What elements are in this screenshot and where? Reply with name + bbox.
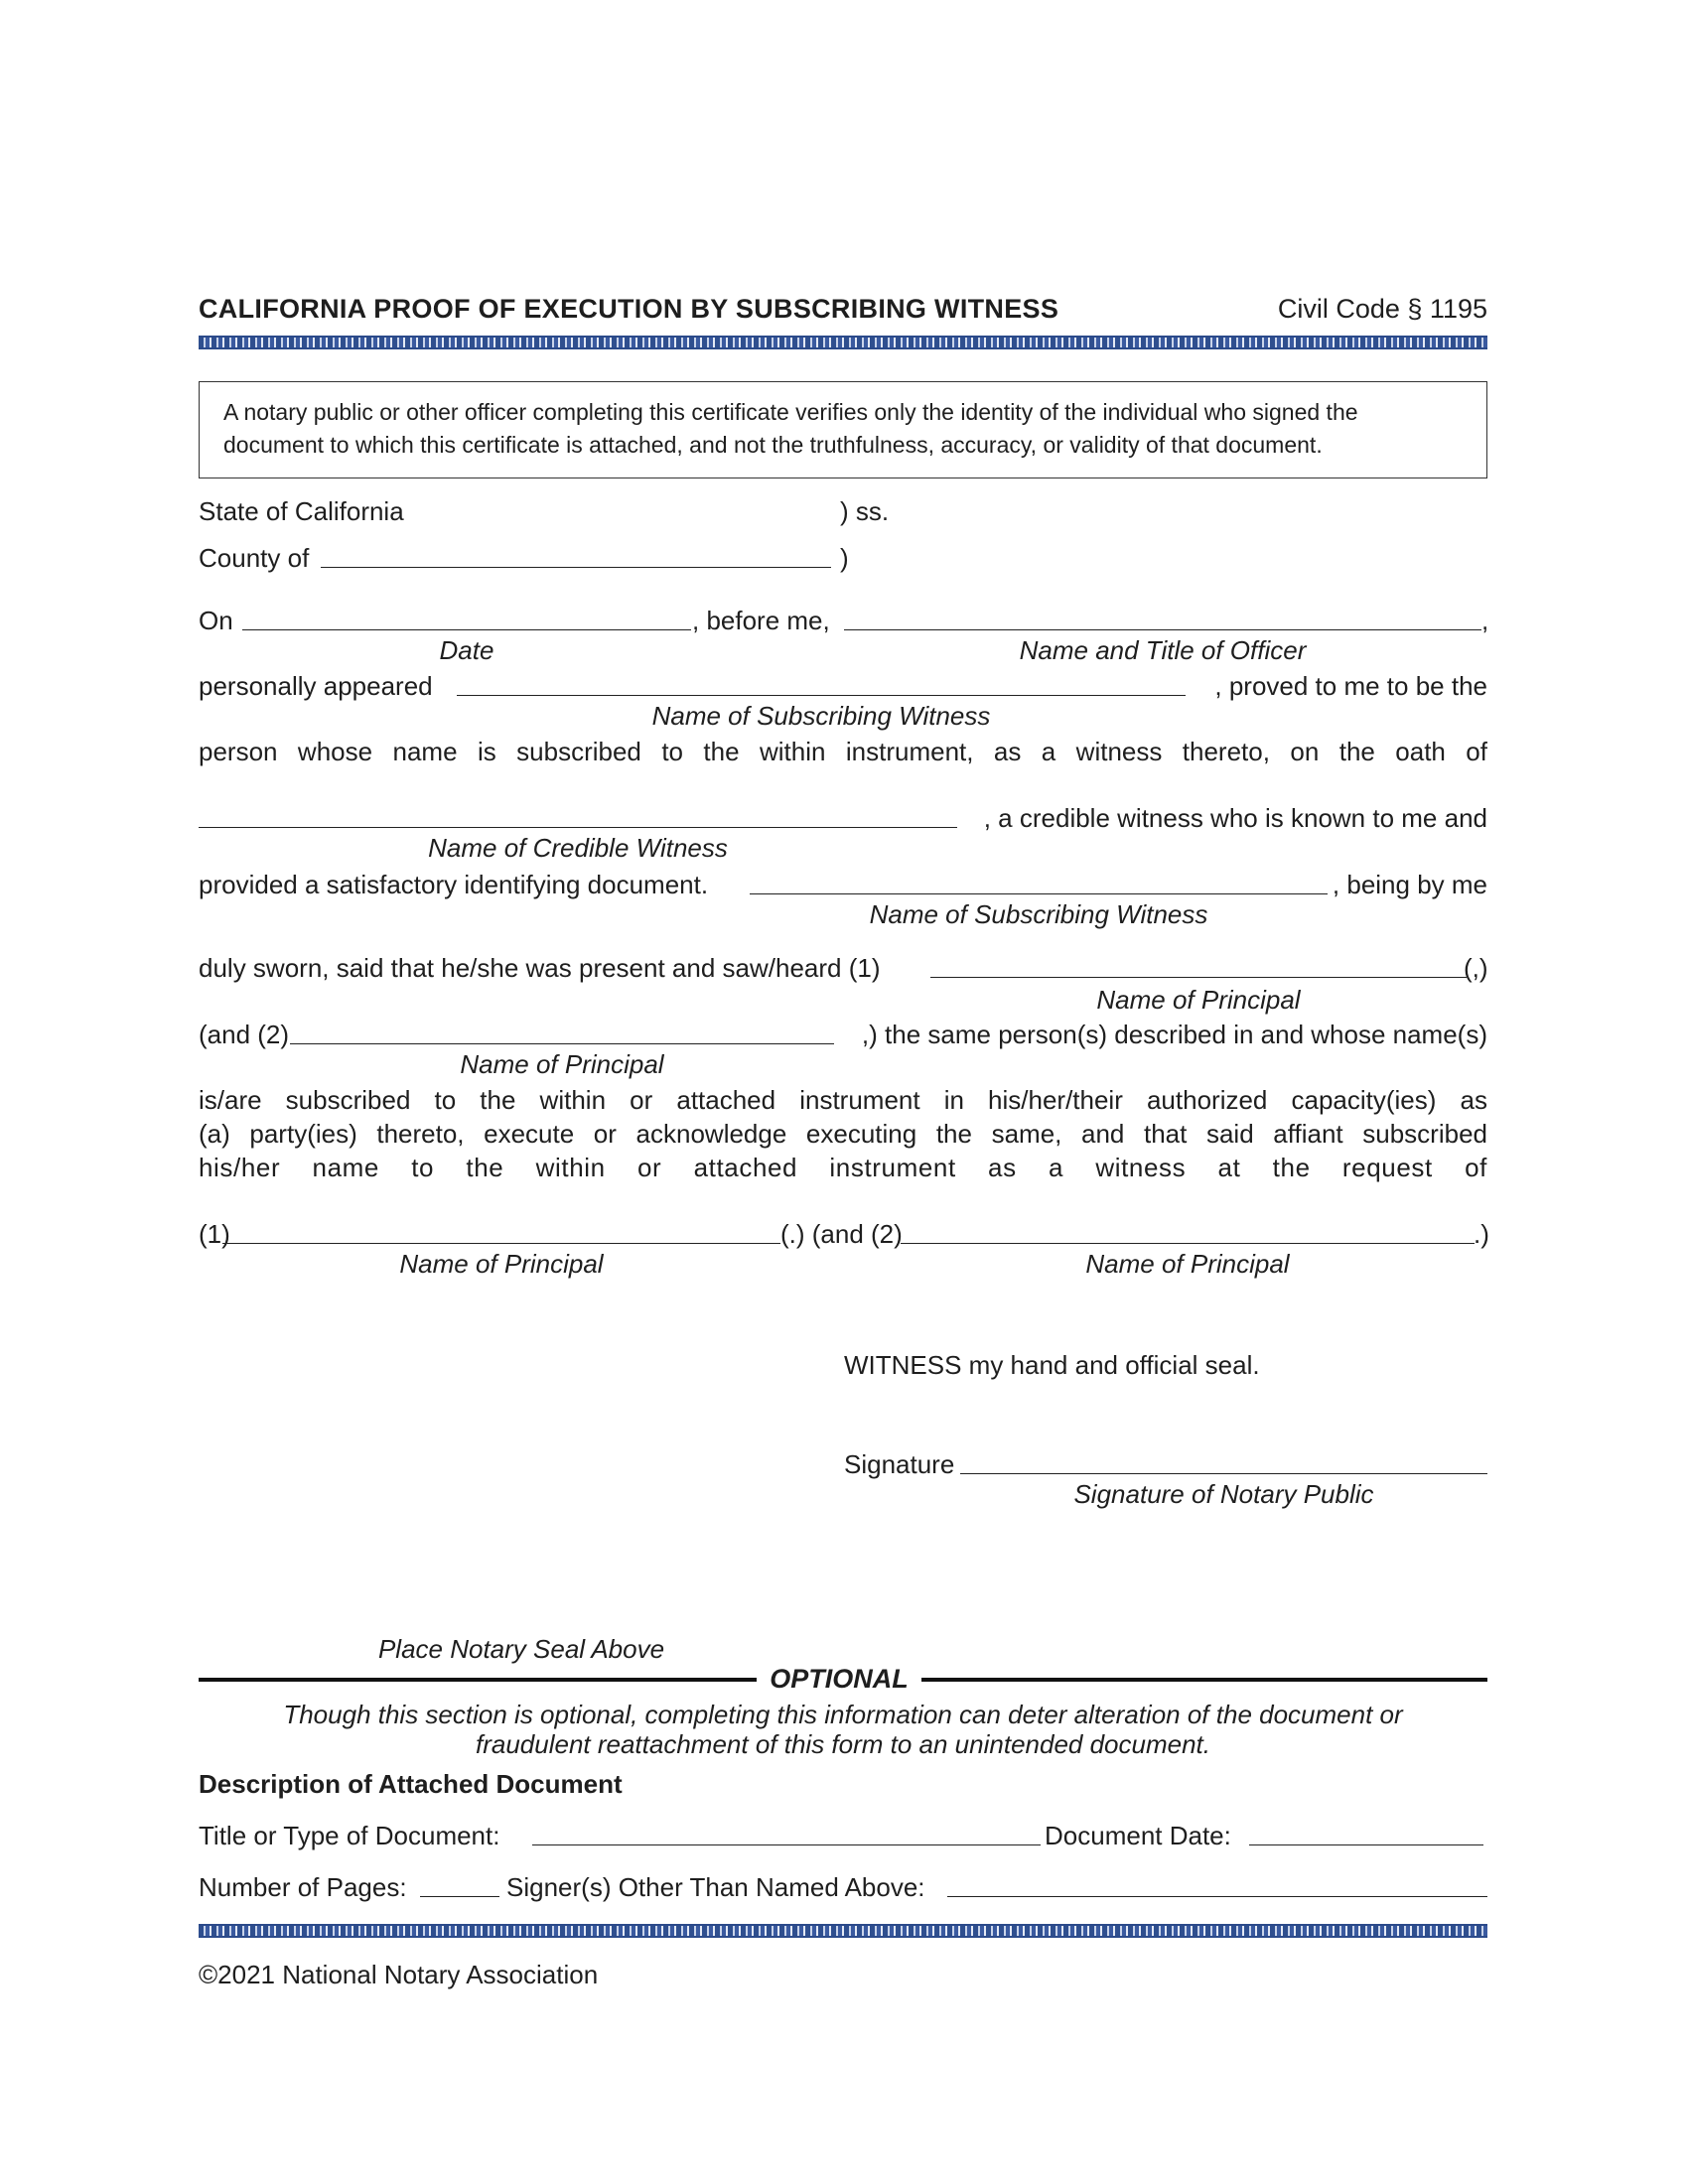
num-pages-label: Number of Pages: [199,1872,407,1902]
principal-field-2[interactable] [290,1043,834,1044]
form-title: CALIFORNIA PROOF OF EXECUTION BY SUBSCRIBING WITNESS [199,294,1059,324]
optional-desc-line-2: fraudulent reattachment of this form to an unintended document. [475,1729,1210,1759]
principal-field-3[interactable] [222,1243,780,1244]
before-me-label: , before me, [692,606,830,635]
on-label: On [199,606,233,635]
hisher-text: his/her name to the within or attached instrument as a witness at the request of [199,1153,1487,1182]
optional-label: OPTIONAL [770,1664,909,1694]
date-field[interactable] [242,629,691,630]
title-type-field[interactable] [532,1844,1041,1845]
caption-subscribing-witness-1: Name of Subscribing Witness [651,701,991,731]
proved-label: , proved to me to be the [1214,671,1487,701]
one-label: (1) [199,1219,230,1249]
witness-text: WITNESS my hand and official seal. [844,1350,1260,1380]
optional-desc-line-1: Though this section is optional, completing this information can deter alteration of the document or [283,1700,1403,1729]
principal-field-1[interactable] [930,977,1467,978]
caption-officer: Name and Title of Officer [1019,635,1307,665]
state-label: State of California [199,496,404,526]
caption-credible-witness: Name of Credible Witness [428,833,728,863]
credible-label: , a credible witness who is known to me and [983,803,1487,833]
notice-box [199,381,1487,478]
person-whose-text: person whose name is subscribed to the within instrument, as a witness thereto, on the oath of [199,737,1487,766]
doc-date-label: Document Date: [1045,1821,1231,1850]
signers-field[interactable] [947,1896,1487,1897]
decorative-band-bottom [199,1924,1487,1938]
attached-doc-heading: Description of Attached Document [199,1769,623,1799]
officer-field[interactable] [844,629,1481,630]
footer-copyright: ©2021 National Notary Association [199,1960,599,1989]
county-label: County of [199,543,310,573]
isare-text: is/are subscribed to the within or attached instrument in his/her/their authorized capacity(ies) as [199,1085,1487,1115]
county-close: ) [840,543,849,573]
caption-date: Date [439,635,494,665]
title-type-label: Title or Type of Document: [199,1821,500,1850]
caption-principal-2: Name of Principal [460,1049,664,1079]
place-seal-label: Place Notary Seal Above [377,1634,665,1664]
end-paren: .) [1474,1219,1489,1249]
provided-label: provided a satisfactory identifying document. [199,870,709,899]
principal-field-4[interactable] [901,1243,1475,1244]
signers-label: Signer(s) Other Than Named Above: [506,1872,925,1902]
notice-text: A notary public or other officer completing this certificate verifies only the identity of the individual who signed the document to which this certificate is attached, and not the truthfulness, accuracy, or validity of that document. [223,399,1358,458]
civil-code: Civil Code § 1195 [1277,294,1487,324]
caption-principal-3: Name of Principal [399,1249,604,1279]
and-two-label-2: (.) (and (2) [780,1219,903,1249]
ss-label: ) ss. [840,496,890,526]
signature-label: Signature [844,1449,955,1479]
signature-field[interactable] [960,1473,1487,1474]
duly-sworn-label: duly sworn, said that he/she was present and saw/heard (1) [199,953,881,983]
optional-rule-right [921,1678,1487,1682]
paren-comma: (,) [1464,953,1488,983]
subscribing-witness-field-1[interactable] [457,695,1186,696]
credible-witness-field[interactable] [199,827,957,828]
optional-rule-left [199,1678,757,1682]
personally-appeared-label: personally appeared [199,671,433,701]
caption-signature: Signature of Notary Public [1073,1479,1374,1509]
county-field[interactable] [321,567,831,568]
num-pages-field[interactable] [420,1896,499,1897]
subscribing-witness-field-2[interactable] [750,893,1328,894]
caption-principal-4: Name of Principal [1085,1249,1290,1279]
party-text: (a) party(ies) thereto, execute or acknowledge executing the same, and that said affiant subscribed [199,1119,1487,1149]
caption-subscribing-witness-2: Name of Subscribing Witness [869,899,1208,929]
and-two-label: (and (2) [199,1020,290,1049]
caption-principal-1: Name of Principal [1096,985,1301,1015]
being-label: , being by me [1332,870,1487,899]
doc-date-field[interactable] [1249,1844,1483,1845]
comma: , [1481,606,1489,635]
same-person-label: ,) the same person(s) described in and whose name(s) [861,1020,1487,1049]
decorative-band-top [199,336,1487,349]
